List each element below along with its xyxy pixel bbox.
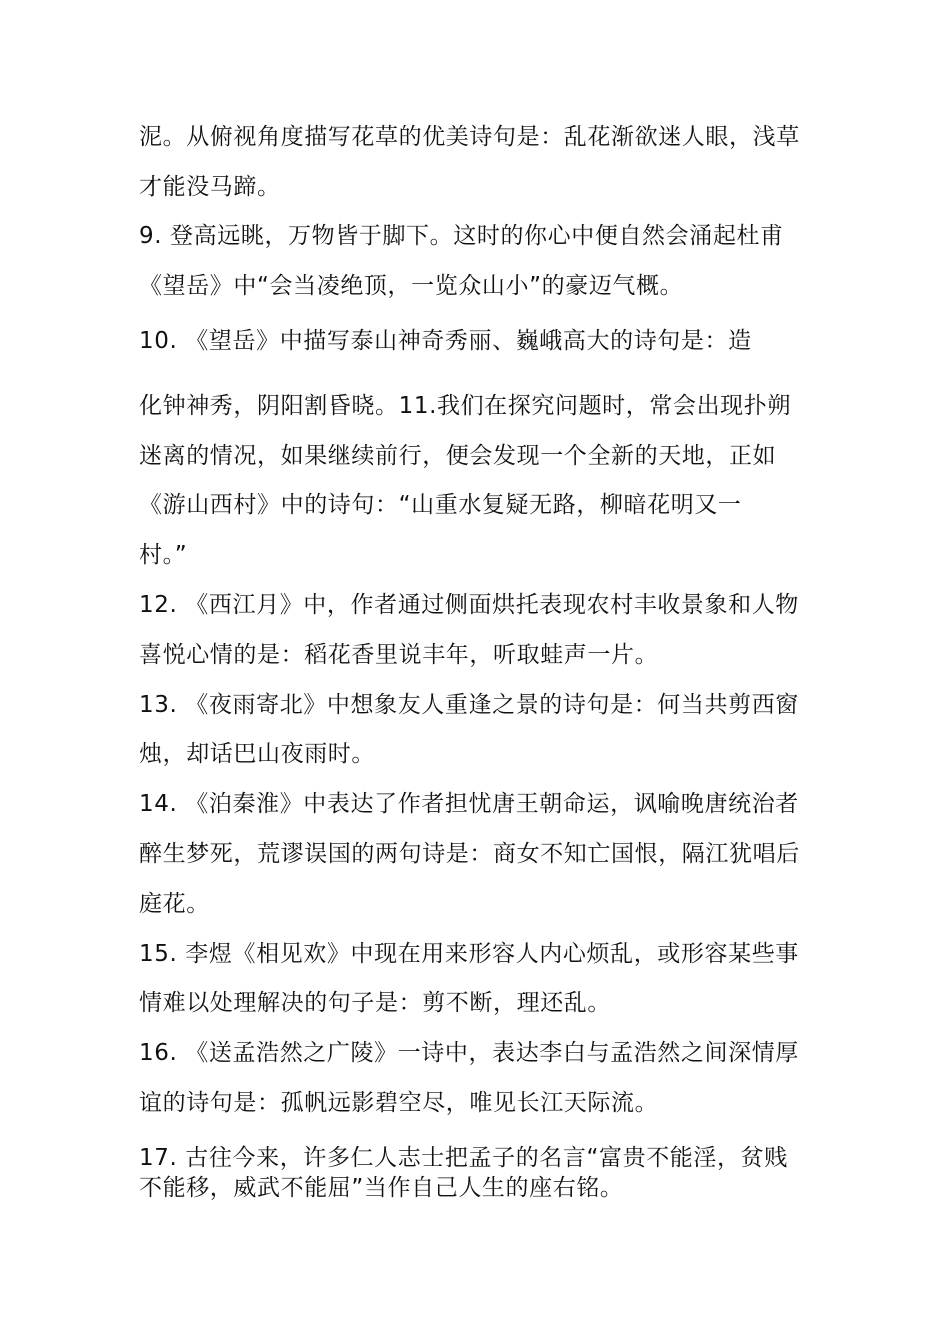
text-line: 9. 登高远眺，万物皆于脚下。这时的你心中便自然会涌起杜甫 [139,223,784,249]
text-line: 烛，却话巴山夜雨时。 [139,741,375,767]
text-line: 13. 《夜雨寄北》中想象友人重逢之景的诗句是：何当共剪西窗 [139,692,799,718]
text-line: 泥。从俯视角度描写花草的优美诗句是：乱花渐欲迷人眼，浅草 [139,124,800,150]
text-line: 谊的诗句是：孤帆远影碧空尽，唯见长江天际流。 [139,1090,659,1116]
text-line: 村。” [139,542,188,568]
text-line: 喜悦心情的是：稻花香里说丰年，听取蛙声一片。 [139,642,659,668]
text-line: 《望岳》中“会当凌绝顶，一览众山小”的豪迈气概。 [139,273,684,299]
text-line: 迷离的情况，如果继续前行，便会发现一个全新的天地，正如 [139,443,777,469]
text-line: 16. 《送孟浩然之广陵》一诗中，表达李白与孟浩然之间深情厚 [139,1040,799,1066]
text-line: 化钟神秀，阴阳割昏晓。11.我们在探究问题时，常会出现扑朔 [139,393,791,419]
text-line: 12. 《西江月》中，作者通过侧面烘托表现农村丰收景象和人物 [139,592,799,618]
text-line: 醉生梦死，荒谬误国的两句诗是：商女不知亡国恨，隔江犹唱后 [139,841,800,867]
text-line: 《游山西村》中的诗句：“山重水复疑无路，柳暗花明又一 [139,492,742,518]
text-line: 17. 古往今来，许多仁人志士把孟子的名言“富贵不能淫，贫贱 [139,1145,788,1171]
text-line: 不能移，威武不能屈”当作自己人生的座右铭。 [139,1175,624,1201]
text-line: 才能没马蹄。 [139,174,281,200]
text-line: 15. 李煜《相见欢》中现在用来形容人内心烦乱，或形容某些事 [139,941,799,967]
text-line: 庭花。 [139,891,210,917]
text-line: 情难以处理解决的句子是：剪不断，理还乱。 [139,990,611,1016]
text-line: 14. 《泊秦淮》中表达了作者担忧唐王朝命运，讽喻晚唐统治者 [139,791,799,817]
text-line: 10. 《望岳》中描写泰山神奇秀丽、巍峨高大的诗句是：造 [139,328,752,354]
